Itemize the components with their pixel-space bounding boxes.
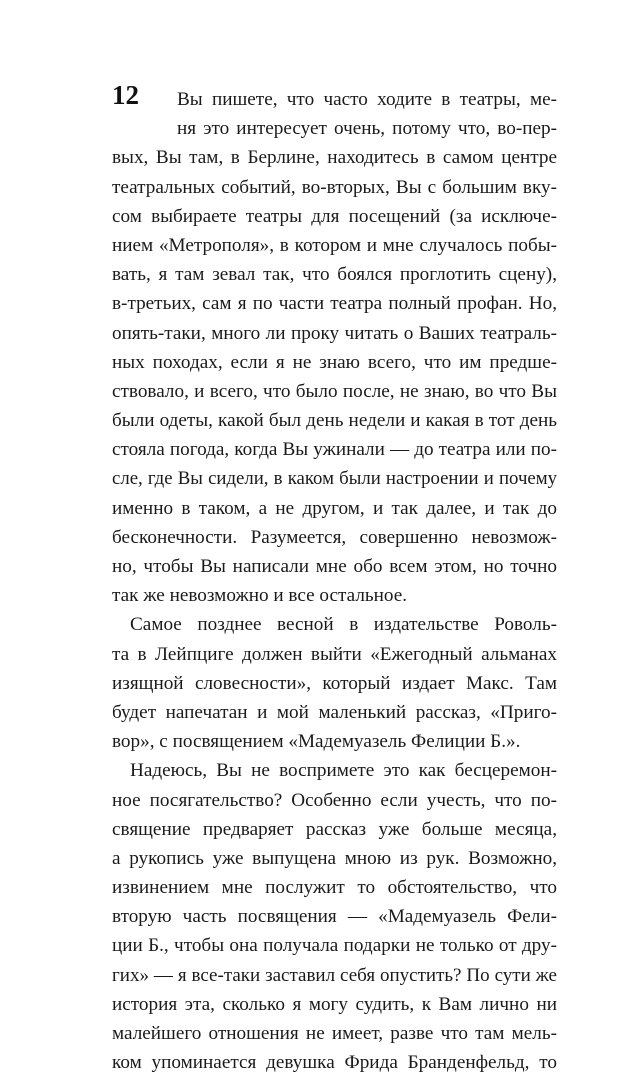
- text-line: а рукопись уже выпущена мною из рук. Возможно,: [112, 847, 557, 869]
- text-line: так же невозможно и все остальное.: [112, 585, 408, 607]
- text-line: сле, где Вы сидели, в каком были настроении и почему: [112, 468, 557, 490]
- text-line: вых, Вы там, в Берлине, находитесь в самом центре: [112, 147, 557, 169]
- paragraph-3: [112, 756, 557, 1077]
- text-line: сом выбираете театры для посещений (за исключе-: [112, 205, 557, 227]
- text-line: но, чтобы Вы написали мне обо всем этом, но точно: [112, 556, 557, 577]
- paragraph-1: [112, 85, 557, 610]
- text-line: история эта, сколько я могу судить, к Вам лично ни: [112, 993, 557, 1015]
- text-line: будет напечатан и мой маленький рассказ, «Приго-: [112, 701, 557, 723]
- text-line: Надеюсь, Вы не воспримете это как бесцеремон-: [130, 760, 557, 782]
- text-line: та в Лейпциге должен выйти «Ежегодный альманах: [112, 643, 557, 665]
- text-line: ции Б., чтобы она получала подарки не только от дру-: [112, 935, 557, 957]
- text-line: ня это интересует очень, потому что, во-пер-: [177, 118, 557, 140]
- text-line: опять-таки, много ли проку читать о Ваших театраль-: [112, 322, 557, 344]
- text-line: Вы пишете, что часто ходите в театры, ме-: [177, 89, 557, 110]
- text-line: ное посягательство? Особенно если учесть, что по-: [112, 789, 557, 811]
- text-line: театральных событий, во-вторых, Вы с большим вку-: [112, 176, 557, 198]
- text-line: были одеты, какой был день недели и какая в тот день: [112, 410, 557, 432]
- text-line: гих» — я все-таки заставил себя опустить? По сути же: [112, 964, 557, 986]
- text-line: малейшего отношения не имеет, разве что там мель-: [112, 1023, 557, 1044]
- text-line: ных походах, если я не знаю всего, что им предше-: [112, 351, 557, 373]
- text-line: в-третьих, сам я по части театра полный профан. Но,: [112, 293, 557, 315]
- paragraph-2: [112, 610, 557, 756]
- text-line: бесконечности. Разумеется, совершенно невозмож-: [112, 526, 557, 548]
- text-line: извинением мне послужит то обстоятельство, что: [112, 877, 557, 899]
- body-text: [112, 85, 557, 1077]
- text-line: вторую часть посвящения — «Мадемуазель Фели-: [112, 906, 557, 928]
- text-line: ствовало, и всего, что было после, не знаю, во что Вы: [112, 380, 557, 402]
- text-line: изящной словесности», который издает Макс. Там: [112, 672, 557, 694]
- text-line: вор», с посвящением «Мадемуазель Фелиции Б.».: [112, 731, 521, 753]
- text-line: Самое позднее весной в издательстве Роволь-: [130, 614, 557, 636]
- text-line: священие предваряет рассказ уже больше месяца,: [112, 818, 557, 840]
- text-line: именно в таком, а не другом, и так далее, и так до: [112, 497, 557, 519]
- text-line: ком упоминается девушка Фрида Бранденфельд, то: [112, 1052, 557, 1074]
- text-line: вать, я там зевал так, что боялся проглотить сцену),: [112, 264, 557, 286]
- text-line: нием «Метрополя», в котором и мне случалось побы-: [112, 234, 557, 256]
- text-line: стояла погода, когда Вы ужинали — до театра или по-: [112, 439, 557, 461]
- page-number: 12: [112, 80, 139, 110]
